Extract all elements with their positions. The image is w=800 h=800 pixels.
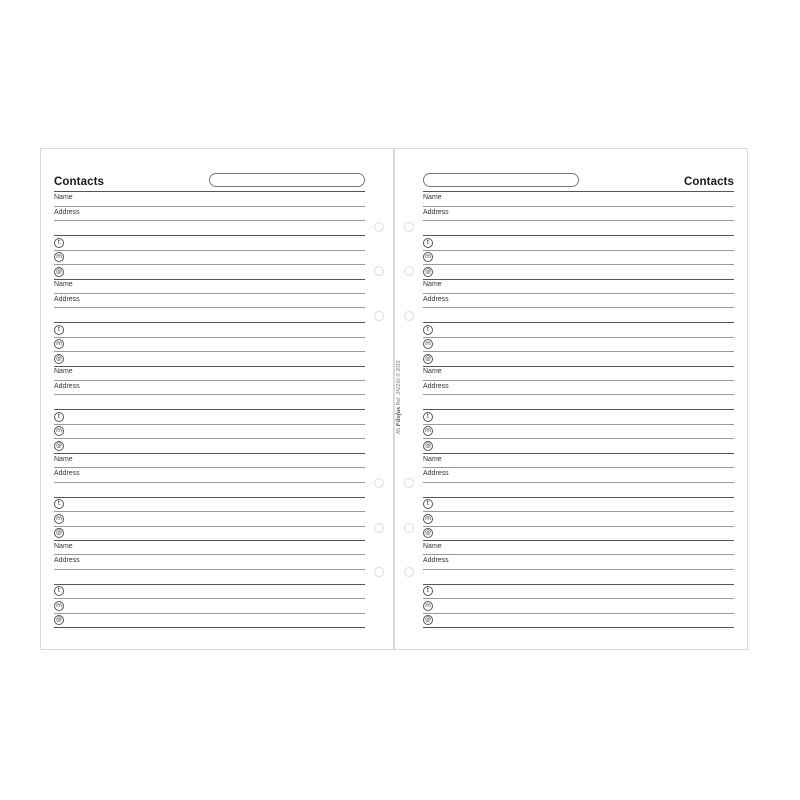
email-row[interactable]	[54, 352, 365, 367]
punch-hole	[374, 567, 384, 577]
name-label: Name	[54, 281, 73, 289]
address-label: Address	[54, 470, 80, 478]
name-row[interactable]	[423, 366, 734, 381]
address-label: Address	[423, 208, 449, 216]
mobile-row[interactable]	[54, 512, 365, 527]
address-line-row[interactable]	[423, 221, 734, 236]
mobile-icon: m	[54, 426, 64, 436]
address-line-row[interactable]	[54, 221, 365, 236]
punch-hole	[374, 478, 384, 488]
mobile-icon: m	[423, 514, 433, 524]
mobile-icon: m	[54, 601, 64, 611]
address-line-row[interactable]	[423, 483, 734, 498]
address-label: Address	[423, 557, 449, 565]
contact-entries	[54, 192, 365, 628]
telephone-icon: t	[54, 238, 64, 248]
address-line-row[interactable]	[423, 308, 734, 323]
email-row[interactable]	[423, 352, 734, 367]
name-row[interactable]	[54, 541, 365, 556]
email-icon: @	[425, 616, 431, 624]
name-row[interactable]	[423, 541, 734, 556]
telephone-row[interactable]	[54, 498, 365, 513]
punch-hole	[404, 523, 414, 533]
contact-entry	[54, 541, 365, 628]
mobile-row[interactable]	[423, 512, 734, 527]
name-label: Name	[54, 368, 73, 376]
email-row[interactable]	[54, 614, 365, 629]
email-icon: @	[425, 529, 431, 537]
left-page-header	[54, 171, 365, 191]
imprint-size: A5	[396, 427, 402, 434]
mobile-icon: m	[423, 339, 433, 349]
mobile-row[interactable]	[54, 425, 365, 440]
email-row[interactable]	[54, 527, 365, 542]
name-label: Name	[423, 194, 442, 201]
telephone-row[interactable]	[423, 236, 734, 251]
name-label: Name	[54, 542, 73, 550]
punch-hole	[374, 311, 384, 321]
telephone-row[interactable]	[423, 498, 734, 513]
email-row[interactable]	[54, 439, 365, 454]
telephone-icon: t	[423, 325, 433, 335]
imprint-reference: Ref. 342206 © 2019	[396, 360, 402, 406]
telephone-row[interactable]	[423, 323, 734, 338]
address-line-row[interactable]	[423, 395, 734, 410]
index-tab-field[interactable]	[423, 173, 579, 187]
mobile-row[interactable]	[423, 338, 734, 353]
mobile-row[interactable]	[54, 338, 365, 353]
mobile-icon: m	[54, 252, 64, 262]
publisher-imprint	[395, 360, 402, 434]
telephone-row[interactable]	[423, 585, 734, 600]
contact-entry	[54, 279, 365, 366]
contact-entry	[423, 192, 734, 279]
email-row[interactable]	[423, 439, 734, 454]
mobile-icon: m	[423, 252, 433, 262]
mobile-row[interactable]	[54, 251, 365, 266]
name-row[interactable]	[54, 279, 365, 294]
page-title: Contacts	[683, 176, 734, 188]
address-label: Address	[423, 295, 449, 303]
address-row[interactable]	[423, 468, 734, 483]
punch-hole	[374, 266, 384, 276]
mobile-row[interactable]	[54, 599, 365, 614]
email-icon: @	[425, 267, 431, 275]
email-icon: @	[425, 441, 431, 449]
contact-entry	[54, 454, 365, 541]
telephone-row[interactable]	[54, 236, 365, 251]
address-label: Address	[423, 382, 449, 390]
address-label: Address	[423, 470, 449, 478]
telephone-icon: t	[423, 499, 433, 509]
mobile-row[interactable]	[423, 251, 734, 266]
contact-entry	[423, 454, 734, 541]
name-row[interactable]	[423, 192, 734, 207]
email-icon: @	[56, 267, 62, 275]
telephone-icon: t	[54, 412, 64, 422]
telephone-row[interactable]	[54, 323, 365, 338]
punch-hole	[404, 478, 414, 488]
telephone-row[interactable]	[54, 585, 365, 600]
brand-logo: Filofax	[395, 406, 402, 427]
address-row[interactable]	[54, 294, 365, 309]
name-label: Name	[423, 281, 442, 289]
email-row[interactable]	[423, 614, 734, 629]
address-line-row[interactable]	[54, 570, 365, 585]
contact-entry	[423, 366, 734, 453]
punch-hole	[404, 567, 414, 577]
email-icon: @	[56, 354, 62, 362]
left-page	[40, 148, 394, 650]
name-label: Name	[54, 455, 73, 463]
address-label: Address	[54, 208, 80, 216]
address-row[interactable]	[54, 555, 365, 570]
name-row[interactable]	[423, 454, 734, 469]
right-page	[394, 148, 748, 650]
address-line-row[interactable]	[54, 395, 365, 410]
telephone-icon: t	[54, 586, 64, 596]
email-icon: @	[425, 354, 431, 362]
name-row[interactable]	[54, 454, 365, 469]
name-label: Name	[423, 455, 442, 463]
contact-entry	[423, 279, 734, 366]
telephone-row[interactable]	[54, 410, 365, 425]
punch-hole	[404, 311, 414, 321]
address-label: Address	[54, 295, 80, 303]
address-row[interactable]	[54, 381, 365, 396]
index-tab-field[interactable]	[209, 173, 365, 187]
right-page-header	[423, 171, 734, 191]
address-row[interactable]	[423, 207, 734, 222]
address-label: Address	[54, 557, 80, 565]
email-row[interactable]	[54, 265, 365, 280]
name-label: Name	[423, 542, 442, 550]
address-row[interactable]	[423, 381, 734, 396]
telephone-icon: t	[423, 586, 433, 596]
address-line-row[interactable]	[54, 483, 365, 498]
mobile-row[interactable]	[423, 599, 734, 614]
page-title: Contacts	[54, 176, 105, 188]
address-row[interactable]	[423, 294, 734, 309]
punch-hole	[374, 222, 384, 232]
contact-entry	[54, 366, 365, 453]
mobile-icon: m	[423, 426, 433, 436]
email-row[interactable]	[423, 265, 734, 280]
telephone-icon: t	[423, 238, 433, 248]
address-row[interactable]	[423, 555, 734, 570]
punch-hole	[404, 266, 414, 276]
address-row[interactable]	[54, 468, 365, 483]
punch-hole	[374, 523, 384, 533]
punch-hole	[404, 222, 414, 232]
address-line-row[interactable]	[54, 308, 365, 323]
mobile-icon: m	[423, 601, 433, 611]
address-label: Address	[54, 382, 80, 390]
name-label: Name	[423, 368, 442, 376]
email-row[interactable]	[423, 527, 734, 542]
contact-entry	[423, 541, 734, 628]
mobile-icon: m	[54, 514, 64, 524]
telephone-row[interactable]	[423, 410, 734, 425]
email-icon: @	[56, 616, 62, 624]
contact-entry	[54, 192, 365, 279]
telephone-icon: t	[54, 499, 64, 509]
contact-entries	[423, 192, 734, 628]
address-row[interactable]	[54, 207, 365, 222]
telephone-icon: t	[54, 325, 64, 335]
name-label: Name	[54, 194, 73, 201]
name-row[interactable]	[423, 279, 734, 294]
mobile-icon: m	[54, 339, 64, 349]
mobile-row[interactable]	[423, 425, 734, 440]
email-icon: @	[56, 529, 62, 537]
telephone-icon: t	[423, 412, 433, 422]
name-row[interactable]	[54, 366, 365, 381]
name-row[interactable]	[54, 192, 365, 207]
email-icon: @	[56, 441, 62, 449]
address-line-row[interactable]	[423, 570, 734, 585]
